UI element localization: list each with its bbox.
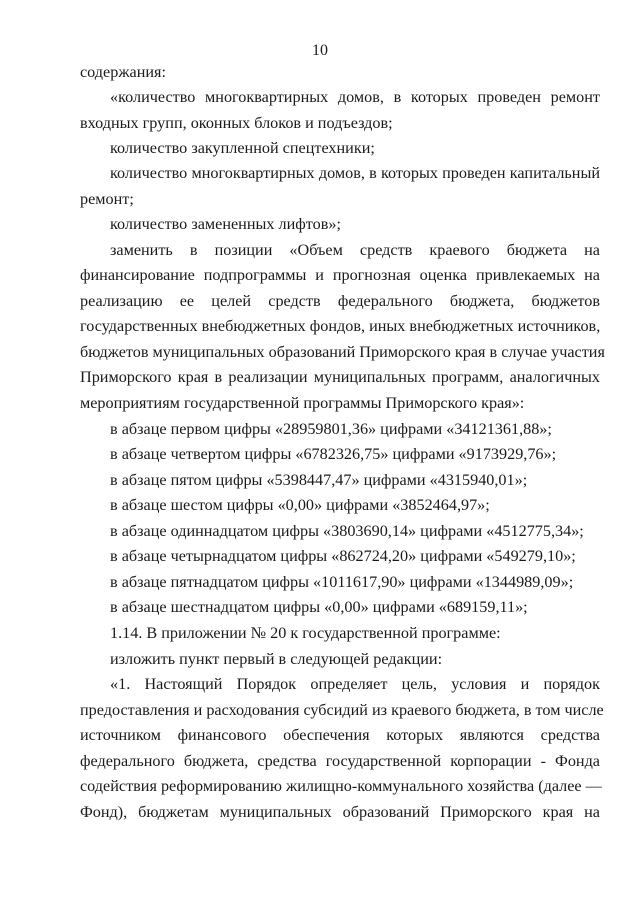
text-line-6: ремонт; — [80, 190, 134, 208]
text-line-28: федерального бюджета, средства государственной корпорации - Фонда — [80, 752, 600, 770]
text-line-7: количество замененных лифтов»; — [110, 215, 341, 233]
text-line-3: входных групп, оконных блоков и подъездов; — [80, 114, 393, 132]
text-line-25: «1. Настоящий Порядок определяет цель, условия и порядок — [110, 675, 600, 693]
text-line-30: Фонд), бюджетам муниципальных образований Приморского края на — [80, 803, 600, 821]
text-line-1: содержания: — [80, 63, 166, 81]
text-line-26: предоставления и расходования субсидий из краевого бюджета, в том числе — [80, 701, 604, 719]
text-line-24: изложить пункт первый в следующей редакции: — [110, 650, 443, 668]
text-line-4: количество закупленной спецтехники; — [110, 139, 375, 157]
text-line-19: в абзаце одиннадцатом цифры «3803690,14» цифрами «4512775,34»; — [110, 522, 584, 540]
text-line-11: государственных внебюджетных фондов, иных внебюджетных источников, — [80, 317, 601, 335]
text-line-23: 1.14. В приложении № 20 к государственной программе: — [110, 624, 501, 642]
text-line-21: в абзаце пятнадцатом цифры «1011617,90» цифрами «1344989,09»; — [110, 573, 574, 591]
text-line-16: в абзаце четвертом цифры «6782326,75» цифрами «9173929,76»; — [110, 445, 557, 463]
page-number: 10 — [312, 42, 328, 59]
text-line-2: «количество многоквартирных домов, в которых проведен ремонт — [110, 88, 600, 106]
text-line-29: содействия реформированию жилищно-коммунального хозяйства (далее — — [80, 777, 602, 795]
text-line-10: реализацию ее целей средств федерального бюджета, бюджетов — [80, 292, 600, 310]
text-line-9: финансирование подпрограммы и прогнозная оценка привлекаемых на — [80, 266, 600, 284]
text-line-15: в абзаце первом цифры «28959801,36» цифрами «34121361,88»; — [110, 420, 552, 438]
text-line-27: источником финансового обеспечения которых являются средства — [80, 726, 600, 744]
text-line-17: в абзаце пятом цифры «5398447,47» цифрами «4315940,01»; — [110, 471, 528, 489]
text-line-18: в абзаце шестом цифры «0,00» цифрами «3852464,97»; — [110, 496, 490, 514]
text-line-22: в абзаце шестнадцатом цифры «0,00» цифрами «689159,11»; — [110, 598, 528, 616]
text-line-20: в абзаце четырнадцатом цифры «862724,20» цифрами «549279,10»; — [110, 547, 576, 565]
text-line-12: бюджетов муниципальных образований Приморского края в случае участия — [80, 343, 605, 361]
text-line-8: заменить в позиции «Объем средств краевого бюджета на — [110, 241, 600, 259]
text-line-13: Приморского края в реализации муниципальных программ, аналогичных — [80, 368, 600, 386]
text-line-5: количество многоквартирных домов, в которых проведен капитальный — [110, 164, 600, 182]
text-line-14: мероприятиям государственной программы Приморского края»: — [80, 394, 525, 412]
